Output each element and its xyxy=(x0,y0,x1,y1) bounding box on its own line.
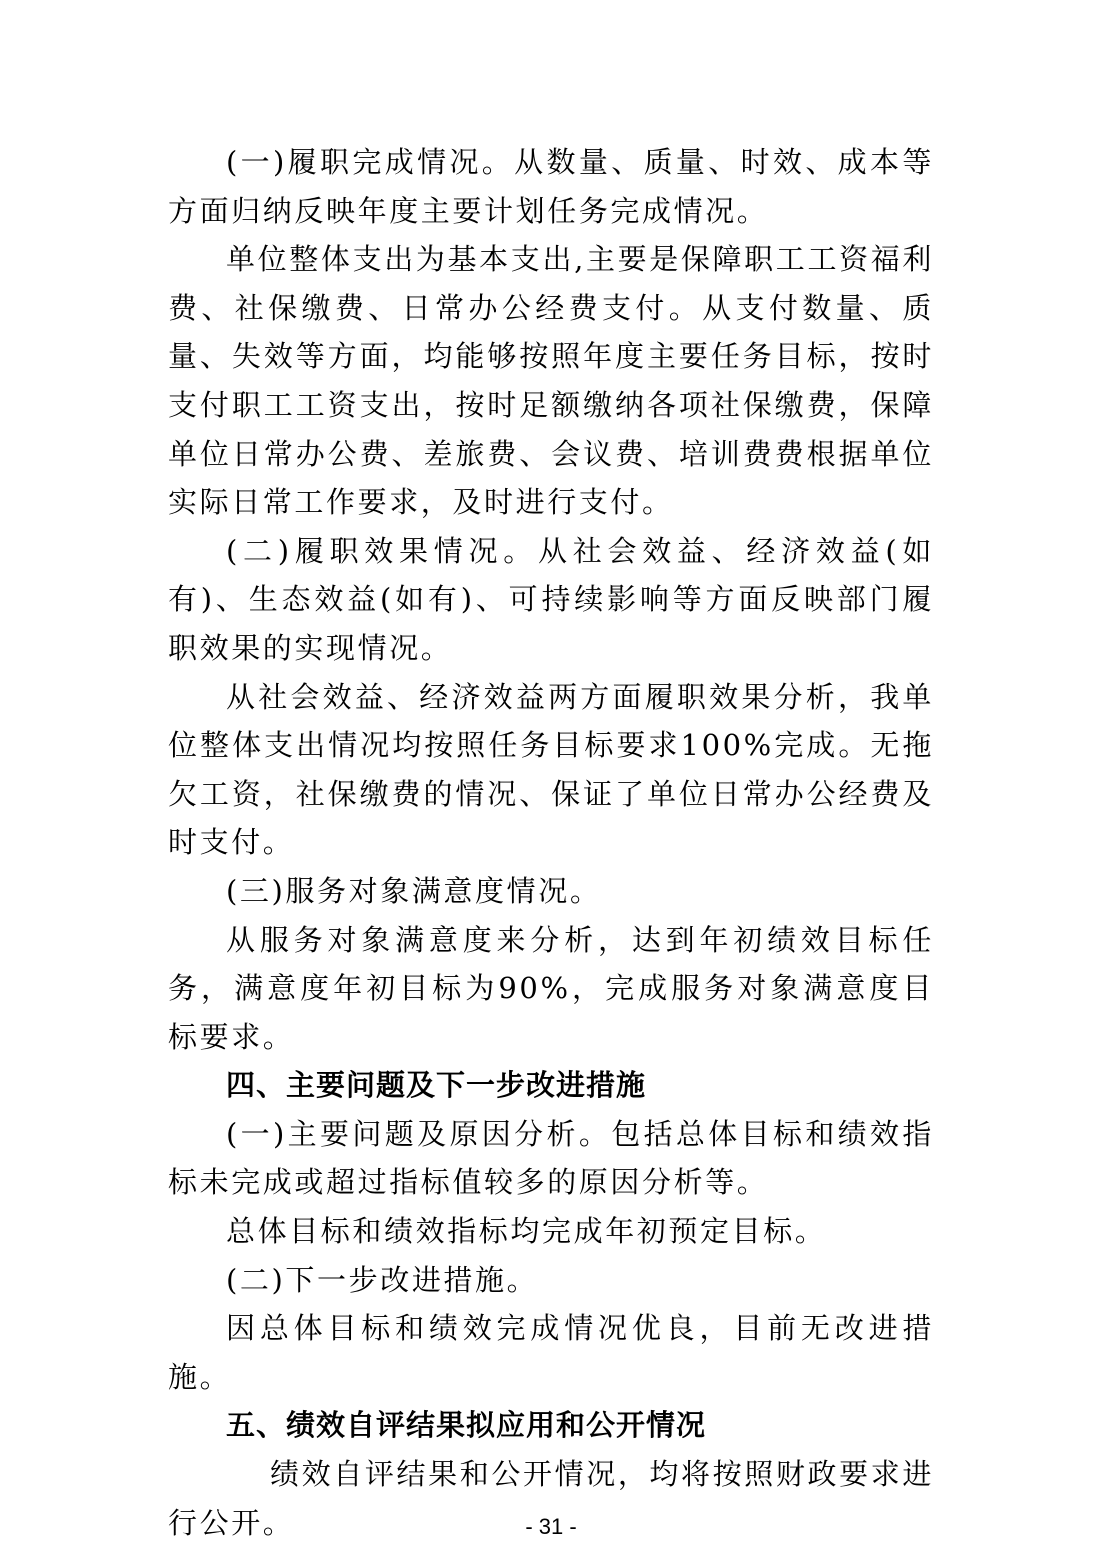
paragraph-satisfaction-analysis: 从服务对象满意度来分析，达到年初绩效目标任务，满意度年初目标为90%，完成服务对象满意度目标要求。 xyxy=(168,922,934,1054)
paragraph-expenditure-overview: 单位整体支出为基本支出,主要是保障职工工资福利费、社保缴费、日常办公经费支付。从支付数量、质量、失效等方面，均能够按照年度主要任务目标，按时支付职工工资支出，按时足额缴纳各项社保缴费，保障单位日常办公费、差旅费、会议费、培训费费根据单位实际日常工作要求，及时进行支付。 xyxy=(168,242,934,520)
paragraph-results-disclosure: 绩效自评结果和公开情况，均将按照财政要求进行公开。 xyxy=(168,1457,934,1540)
document-body xyxy=(168,138,934,1547)
paragraph-satisfaction-heading: (三)服务对象满意度情况。 xyxy=(226,873,602,908)
paragraph-performance-completion: (一)履职完成情况。从数量、质量、时效、成本等方面归纳反映年度主要计划任务完成情况。 xyxy=(168,145,934,228)
paragraph-effect-analysis: 从社会效益、经济效益两方面履职效果分析，我单位整体支出情况均按照任务目标要求100%完成。无拖欠工资，社保缴费的情况、保证了单位日常办公经费及时支付。 xyxy=(168,679,934,860)
paragraph-targets-completed: 总体目标和绩效指标均完成年初预定目标。 xyxy=(226,1214,827,1249)
paragraph-no-improvement: 因总体目标和绩效完成情况优良，目前无改进措施。 xyxy=(168,1311,934,1394)
section-heading-results-application: 五、绩效自评结果拟应用和公开情况 xyxy=(226,1408,707,1443)
paragraph-performance-effect: (二)履职效果情况。从社会效益、经济效益(如有)、生态效益(如有)、可持续影响等方面反映部门履职效果的实现情况。 xyxy=(168,533,934,665)
page-number: - 31 - xyxy=(525,1514,577,1539)
paragraph-improvement-heading: (二)下一步改进措施。 xyxy=(226,1262,539,1297)
paragraph-problem-analysis: (一)主要问题及原因分析。包括总体目标和绩效指标未完成或超过指标值较多的原因分析等。 xyxy=(168,1116,934,1200)
section-heading-problems: 四、主要问题及下一步改进措施 xyxy=(226,1068,647,1103)
